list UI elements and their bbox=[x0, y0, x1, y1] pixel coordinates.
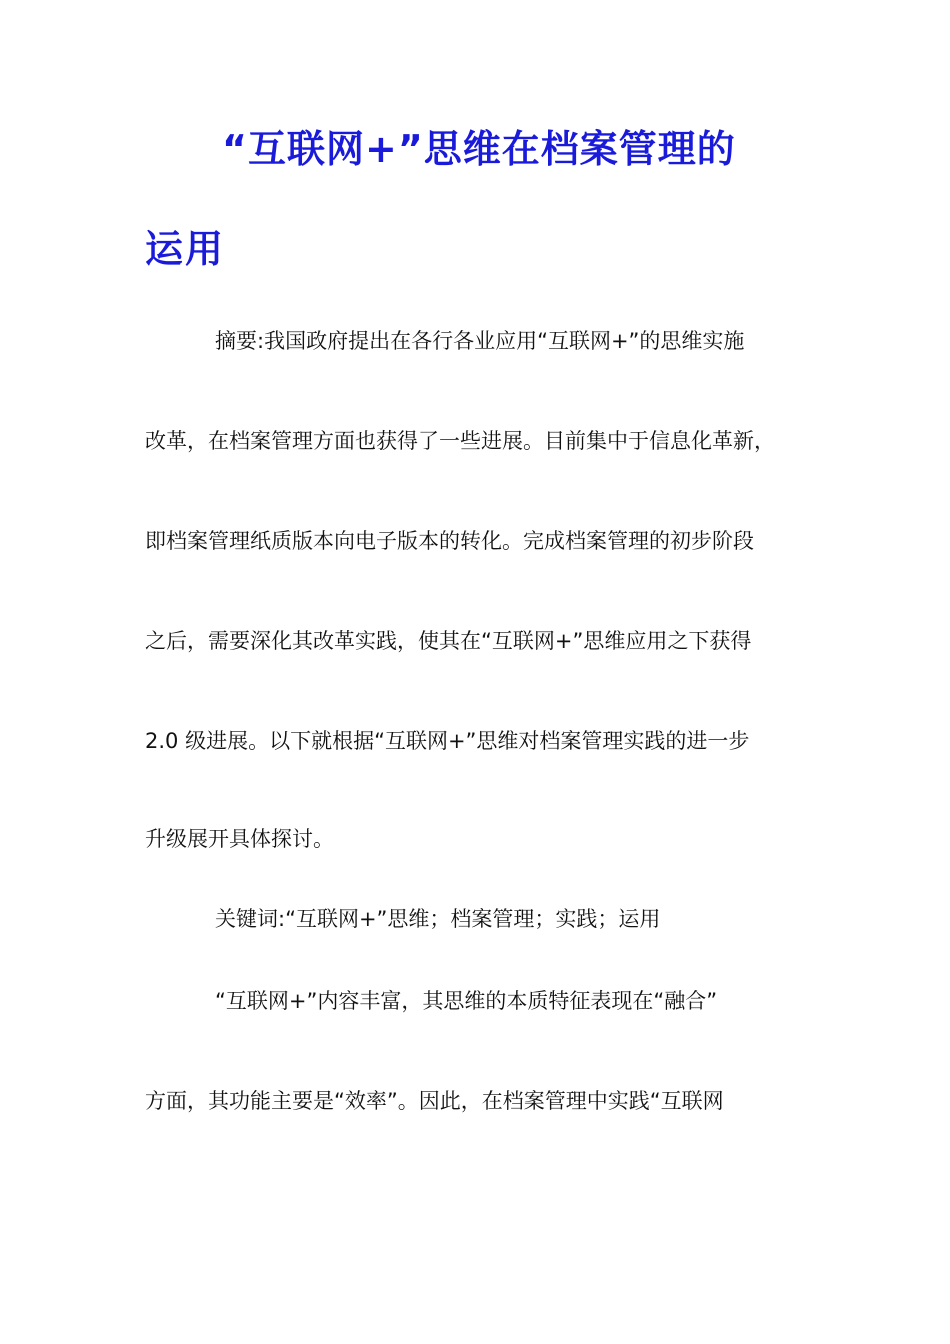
keywords-line: 关键词:“互联网+”思维；档案管理；实践；运用 bbox=[215, 907, 661, 931]
abstract-line-6: 升级展开具体探讨。 bbox=[145, 827, 334, 851]
abstract-line-1: 摘要:我国政府提出在各行各业应用“互联网+”的思维实施 bbox=[215, 329, 745, 353]
abstract-line-5: 2.0 级进展。以下就根据“互联网+”思维对档案管理实践的进一步 bbox=[145, 729, 750, 753]
abstract-line-3: 即档案管理纸质版本向电子版本的转化。完成档案管理的初步阶段 bbox=[145, 529, 754, 553]
title-line-1: “互联网+”思维在档案管理的 bbox=[222, 127, 736, 171]
abstract-line-2: 改革，在档案管理方面也获得了一些进展。目前集中于信息化革新， bbox=[145, 429, 775, 453]
body-line-2: 方面，其功能主要是“效率”。因此，在档案管理中实践“互联网 bbox=[145, 1089, 724, 1113]
abstract-line-4: 之后，需要深化其改革实践，使其在“互联网+”思维应用之下获得 bbox=[145, 629, 752, 653]
body-line-1: “互联网+”内容丰富，其思维的本质特征表现在“融合” bbox=[215, 989, 718, 1013]
title-line-2: 运用 bbox=[145, 227, 226, 271]
